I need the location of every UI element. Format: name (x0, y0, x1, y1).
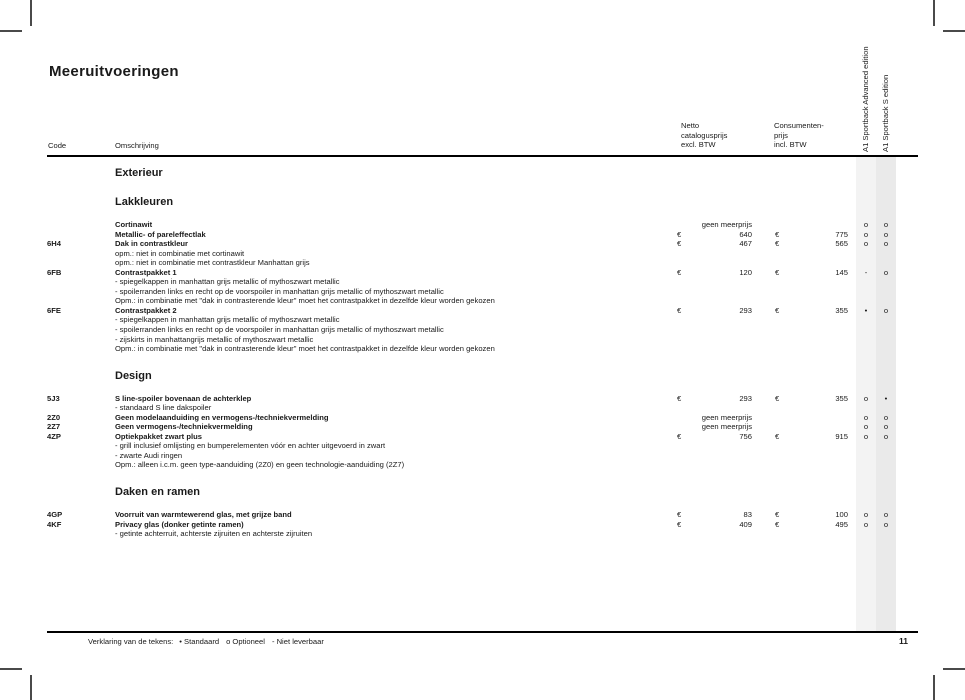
row-code (47, 230, 115, 240)
spacer (752, 432, 775, 442)
spacer (848, 422, 856, 432)
section-heading: Design (115, 369, 152, 382)
row-detail: Opm.: alleen i.c.m. geen type-aanduiding (2Z0) en geen technologie-aanduiding (2Z7) (115, 460, 405, 470)
section-heading: Daken en ramen (115, 486, 200, 499)
row-netto-price (677, 394, 752, 404)
netto-amount: 756 (739, 431, 752, 441)
row-label: Contrastpakket 2 (115, 305, 177, 315)
crop-mark (943, 30, 965, 32)
row-detail: - spoilerranden links en recht op de voorspoiler in manhattan grijs metallic of mythoszwart metallic (115, 325, 444, 335)
spacer (848, 230, 856, 240)
row-netto-price (677, 268, 752, 278)
row-code: 4GP (47, 510, 63, 520)
crop-mark (30, 0, 32, 26)
consumer-amount: 355 (835, 305, 848, 315)
netto-amount: 293 (739, 305, 752, 315)
table-detail-row (0, 296, 965, 306)
row-label: Cortinawit (115, 220, 153, 229)
euro-symbol: € (775, 239, 780, 249)
row-code-empty (47, 344, 115, 354)
availability-s: o (883, 412, 889, 422)
row-code-empty (47, 460, 115, 470)
netto-amount: 120 (739, 267, 752, 277)
row-detail: - getinte achterruit, achterste zijruiten en achterste zijruiten (115, 529, 313, 539)
row-code-empty (47, 277, 115, 287)
row-netto-price (677, 230, 752, 240)
row-consumer-price (775, 306, 848, 316)
row-label: Metallic- of pareleffectlak (115, 229, 206, 239)
table-detail-row (0, 249, 965, 259)
column-header-netto (681, 121, 727, 150)
euro-symbol: € (775, 510, 780, 520)
footer-rule (47, 631, 918, 633)
table-detail-row (0, 287, 965, 297)
table-row (0, 239, 965, 249)
euro-symbol: € (677, 229, 682, 239)
spacer (752, 268, 775, 278)
availability-advanced: o (863, 229, 869, 239)
row-detail: Opm.: in combinatie met "dak in contrasterende kleur" moet het contrastpakket in dezelfde kleur worden gekozen (115, 344, 495, 354)
section-heading: Lakkleuren (115, 196, 174, 208)
table-detail-row (0, 335, 965, 345)
table-row (0, 520, 965, 530)
availability-s: o (883, 431, 889, 441)
spacer (752, 306, 775, 316)
legend-item-not-available: - Niet leverbaar (271, 637, 324, 646)
row-consumer-price (775, 394, 848, 404)
table-row (0, 230, 965, 240)
netto-amount: 293 (739, 393, 752, 403)
availability-advanced: - (864, 267, 868, 277)
legend-item-standard: • Standaard (179, 637, 220, 646)
table-detail-row (0, 529, 965, 539)
table-detail-row (0, 460, 965, 470)
netto-header-line: catalogusprijs (681, 130, 728, 140)
availability-s: o (883, 305, 889, 315)
row-code: 4ZP (47, 431, 61, 441)
crop-mark (933, 0, 935, 26)
row-code-empty (47, 287, 115, 297)
row-detail: Opm.: in combinatie met "dak in contrasterende kleur" moet het contrastpakket in dezelfde kleur worden gekozen (115, 296, 495, 306)
table-row (0, 220, 965, 230)
row-code: 5J3 (47, 393, 60, 403)
legend (88, 637, 331, 646)
row-code: 6FE (47, 305, 61, 315)
row-code (47, 220, 115, 230)
row-code-empty (47, 335, 115, 345)
page-title: Meeruitvoeringen (49, 63, 179, 80)
table-detail-row (0, 315, 965, 325)
spacer (752, 520, 775, 530)
row-detail: - standaard S line dakspoiler (115, 403, 212, 413)
row-code: 4KF (47, 519, 62, 529)
netto-header-line: excl. BTW (681, 140, 716, 150)
availability-s: o (883, 519, 889, 529)
table-detail-row (0, 277, 965, 287)
consumer-amount: 915 (835, 431, 848, 441)
row-consumer-price (775, 220, 848, 230)
row-netto-price (677, 220, 752, 230)
consumer-amount: 775 (835, 229, 848, 239)
row-detail: opm.: niet in combinatie met cortinawit (115, 248, 245, 258)
availability-s: o (883, 267, 889, 277)
row-code-empty (47, 403, 115, 413)
section-rows (0, 510, 965, 539)
row-label: Voorruit van warmtewerend glas, met grijze band (115, 510, 292, 520)
spacer (848, 394, 856, 404)
row-consumer-price (775, 432, 848, 442)
row-label: Dak in contrastkleur (115, 239, 189, 249)
row-label: Geen modelaanduiding en vermogens-/techniekvermelding (115, 412, 329, 422)
availability-s: o (883, 422, 889, 432)
consumer-amount: 565 (835, 239, 848, 249)
spacer (848, 220, 856, 230)
netto-amount: 467 (739, 239, 752, 249)
table-detail-row (0, 441, 965, 451)
availability-s: • (884, 393, 888, 403)
euro-symbol: € (677, 519, 682, 529)
row-code: 2Z7 (47, 422, 61, 432)
section-rows (0, 220, 965, 354)
row-detail: - spoilerranden links en recht op de voorspoiler in manhattan grijs metallic of mythoszwart metallic (115, 286, 444, 296)
crop-mark (0, 30, 22, 32)
spacer (752, 230, 775, 240)
availability-advanced: o (863, 519, 869, 529)
row-code-empty (47, 451, 115, 461)
row-netto-price (677, 413, 752, 423)
row-consumer-price (775, 520, 848, 530)
row-code: 6FB (47, 267, 62, 277)
netto-amount: 83 (743, 510, 752, 520)
netto-header-line: Netto (681, 121, 700, 130)
availability-advanced: o (863, 422, 869, 432)
euro-symbol: € (775, 305, 780, 315)
column-header-edition-advanced: A1 Sportback Advanced edition (861, 46, 870, 152)
column-header-edition-s: A1 Sportback S edition (881, 74, 890, 152)
row-detail: - zwarte Audi ringen (115, 450, 183, 460)
row-netto-price (677, 520, 752, 530)
netto-amount: 640 (739, 229, 752, 239)
price-note: geen meerprijs (701, 412, 752, 422)
spacer (848, 306, 856, 316)
section-group-heading: Exterieur (115, 167, 163, 179)
row-detail: - spiegelkappen in manhattan grijs metallic of mythoszwart metallic (115, 315, 340, 325)
availability-s: o (883, 220, 889, 229)
spacer (752, 220, 775, 230)
spacer (752, 394, 775, 404)
crop-mark (943, 668, 965, 670)
euro-symbol: € (775, 267, 780, 277)
table-row (0, 413, 965, 423)
row-netto-price (677, 239, 752, 249)
availability-advanced: o (863, 393, 869, 403)
column-header-consumer (774, 121, 824, 150)
availability-advanced: • (864, 305, 868, 315)
availability-advanced: o (863, 412, 869, 422)
row-label: Contrastpakket 1 (115, 267, 177, 277)
spacer (848, 413, 856, 423)
row-detail: - zijskirts in manhattangrijs metallic of mythoszwart metallic (115, 334, 314, 344)
column-header-description: Omschrijving (115, 141, 159, 150)
table-row (0, 268, 965, 278)
row-label: Privacy glas (donker getinte ramen) (115, 519, 244, 529)
row-code-empty (47, 529, 115, 539)
row-code-empty (47, 258, 115, 268)
row-code-empty (47, 441, 115, 451)
row-label: Geen vermogens-/techniekvermelding (115, 422, 253, 432)
table-detail-row (0, 344, 965, 354)
euro-symbol: € (677, 305, 682, 315)
row-code-empty (47, 249, 115, 259)
row-netto-price (677, 422, 752, 432)
spacer (848, 510, 856, 520)
crop-mark (0, 668, 22, 670)
crop-mark (933, 675, 935, 700)
euro-symbol: € (775, 229, 780, 239)
euro-symbol: € (677, 431, 682, 441)
table-row (0, 306, 965, 316)
spacer (848, 432, 856, 442)
row-code-empty (47, 325, 115, 335)
row-detail: - spiegelkappen in manhattan grijs metallic of mythoszwart metallic (115, 277, 340, 287)
page-number: 11 (899, 636, 908, 646)
euro-symbol: € (775, 431, 780, 441)
availability-s: o (883, 239, 889, 249)
euro-symbol: € (677, 239, 682, 249)
row-consumer-price (775, 268, 848, 278)
row-code: 6H4 (47, 239, 61, 249)
row-code-empty (47, 296, 115, 306)
crop-mark (30, 675, 32, 700)
row-consumer-price (775, 413, 848, 423)
availability-advanced: o (863, 220, 869, 229)
row-label: Optiekpakket zwart plus (115, 431, 202, 441)
spacer (752, 239, 775, 249)
table-row (0, 394, 965, 404)
row-code-empty (47, 315, 115, 325)
availability-s: o (883, 510, 889, 520)
table-body (0, 157, 965, 539)
row-consumer-price (775, 422, 848, 432)
availability-advanced: o (863, 431, 869, 441)
table-detail-row (0, 258, 965, 268)
table-row (0, 510, 965, 520)
row-netto-price (677, 432, 752, 442)
table-row (0, 422, 965, 432)
section-rows (0, 394, 965, 470)
column-header-code: Code (48, 141, 67, 150)
consumer-amount: 100 (835, 510, 848, 520)
table-row (0, 432, 965, 442)
spacer (848, 268, 856, 278)
row-label: S line-spoiler bovenaan de achterklep (115, 393, 252, 403)
price-note: geen meerprijs (701, 422, 752, 432)
consumer-header-line: prijs (774, 130, 788, 140)
consumer-amount: 145 (835, 267, 848, 277)
euro-symbol: € (775, 519, 780, 529)
legend-item-optional: o Optioneel (226, 637, 265, 646)
spacer (752, 510, 775, 520)
row-netto-price (677, 510, 752, 520)
spacer (752, 413, 775, 423)
euro-symbol: € (677, 510, 682, 520)
consumer-header-line: incl. BTW (774, 140, 807, 150)
row-detail: - grill inclusief omlijsting en bumperelementen vóór en achter uitgevoerd in zwart (115, 441, 386, 451)
row-consumer-price (775, 239, 848, 249)
table-detail-row (0, 451, 965, 461)
euro-symbol: € (677, 267, 682, 277)
legend-label: Verklaring van de tekens: (88, 637, 174, 646)
row-netto-price (677, 306, 752, 316)
table-detail-row (0, 325, 965, 335)
availability-advanced: o (863, 510, 869, 520)
consumer-header-line: Consumenten- (774, 121, 824, 130)
row-detail: opm.: niet in combinatie met contrastkleur Manhattan grijs (115, 258, 310, 268)
euro-symbol: € (677, 393, 682, 403)
consumer-amount: 355 (835, 393, 848, 403)
euro-symbol: € (775, 393, 780, 403)
availability-advanced: o (863, 239, 869, 249)
price-note: geen meerprijs (701, 220, 752, 229)
row-consumer-price (775, 510, 848, 520)
spacer (752, 422, 775, 432)
spacer (848, 520, 856, 530)
table-detail-row (0, 403, 965, 413)
spacer (848, 239, 856, 249)
consumer-amount: 495 (835, 519, 848, 529)
row-code: 2Z0 (47, 412, 61, 422)
row-consumer-price (775, 230, 848, 240)
netto-amount: 409 (739, 519, 752, 529)
availability-s: o (883, 229, 889, 239)
